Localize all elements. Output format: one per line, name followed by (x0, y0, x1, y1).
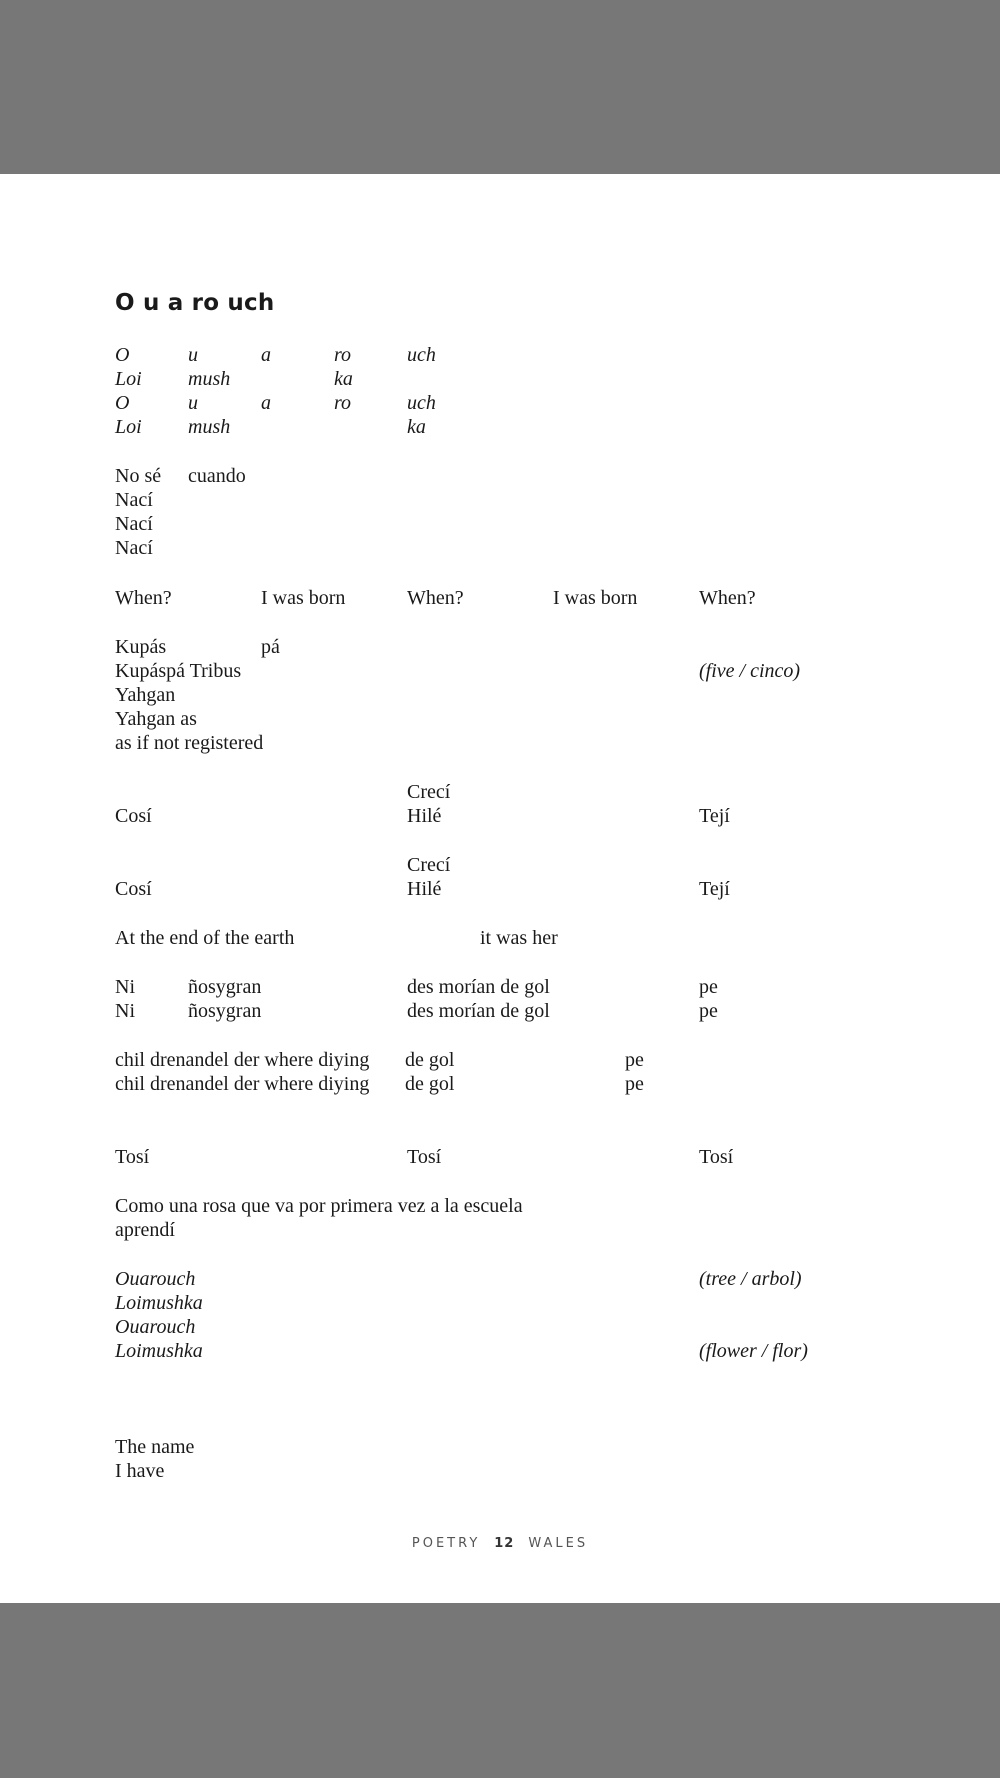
line-3-word-3: a (261, 392, 271, 414)
hile-1: Hilé (407, 805, 442, 827)
line-1-word-3: a (261, 344, 271, 366)
rosa-line: Como una rosa que va por primera vez a la escuela (115, 1195, 523, 1217)
cosi-2: Cosí (115, 878, 152, 900)
when-1: When? (115, 587, 172, 609)
registered-text: as if not registered (115, 732, 264, 754)
creci-1: Crecí (407, 781, 451, 803)
creci-2: Crecí (407, 854, 451, 876)
five-note: (five / cinco) (699, 660, 801, 682)
tribus-text: Kupáspá Tribus (115, 660, 242, 682)
teji-1: Tejí (699, 805, 730, 827)
tosi-3: Tosí (699, 1146, 734, 1168)
naci-line-1: Nací (115, 489, 153, 511)
line-1-word-5: uch (407, 344, 436, 366)
de-gol-1: de gol (405, 1049, 455, 1071)
teji-2: Tejí (699, 878, 730, 900)
footer-poetry: POETRY (411, 1536, 481, 1551)
nosygran-1: ñosygran (188, 976, 262, 998)
i-have-line: I have (115, 1460, 165, 1482)
tosi-2: Tosí (407, 1146, 442, 1168)
line-4-word-3: ka (407, 416, 426, 438)
aprendi-line: aprendí (115, 1219, 175, 1241)
footer-wales: WALES (528, 1536, 589, 1551)
line-3-word-1: O (115, 392, 130, 414)
ni-1: Ni (115, 976, 135, 998)
de-gol-2: de gol (405, 1073, 455, 1095)
poem-title: O u a ro uch (115, 290, 275, 316)
page (0, 174, 1000, 1603)
nosygran-2: ñosygran (188, 1000, 262, 1022)
yahgan-text: Yahgan (115, 684, 176, 706)
tree-note: (tree / arbol) (699, 1268, 802, 1290)
end-of-earth-text: At the end of the earth (115, 927, 295, 949)
cuando-text: cuando (188, 465, 246, 487)
no-se-text: No sé (115, 465, 162, 487)
line-3-word-4: ro (334, 392, 352, 414)
chil-1: chil drenandel der where diying (115, 1049, 370, 1071)
hile-2: Hilé (407, 878, 442, 900)
loimushka-1: Loimushka (115, 1292, 203, 1314)
pa-text: pá (261, 636, 280, 658)
ouarouch-1: Ouarouch (115, 1268, 196, 1290)
line-2-word-1: Loi (115, 368, 142, 390)
pe-3: pe (625, 1049, 644, 1071)
pe-1: pe (699, 976, 718, 998)
flower-note: (flower / flor) (699, 1340, 808, 1362)
ni-2: Ni (115, 1000, 135, 1022)
kupas-text: Kupás (115, 636, 167, 658)
born-2: I was born (553, 587, 638, 609)
when-2: When? (407, 587, 464, 609)
tosi-1: Tosí (115, 1146, 150, 1168)
line-1-word-1: O (115, 344, 130, 366)
pe-2: pe (699, 1000, 718, 1022)
line-2-word-2: mush (188, 368, 231, 390)
when-3: When? (699, 587, 756, 609)
page-footer (0, 1536, 1000, 1551)
born-1: I was born (261, 587, 346, 609)
des-morian-2: des morían de gol (407, 1000, 550, 1022)
naci-line-2: Nací (115, 513, 153, 535)
it-was-her-text: it was her (480, 927, 558, 949)
line-1-word-2: u (188, 344, 198, 366)
yahgan-as-text: Yahgan as (115, 708, 197, 730)
line-2-word-3: ka (334, 368, 353, 390)
chil-2: chil drenandel der where diying (115, 1073, 370, 1095)
naci-line-3: Nací (115, 537, 153, 559)
pe-4: pe (625, 1073, 644, 1095)
ouarouch-2: Ouarouch (115, 1316, 196, 1338)
line-4-word-1: Loi (115, 416, 142, 438)
des-morian-1: des morían de gol (407, 976, 550, 998)
cosi-1: Cosí (115, 805, 152, 827)
line-3-word-5: uch (407, 392, 436, 414)
line-3-word-2: u (188, 392, 198, 414)
line-1-word-4: ro (334, 344, 352, 366)
line-4-word-2: mush (188, 416, 231, 438)
the-name-line: The name (115, 1436, 195, 1458)
loimushka-2: Loimushka (115, 1340, 203, 1362)
page-number: 12 (494, 1536, 515, 1551)
